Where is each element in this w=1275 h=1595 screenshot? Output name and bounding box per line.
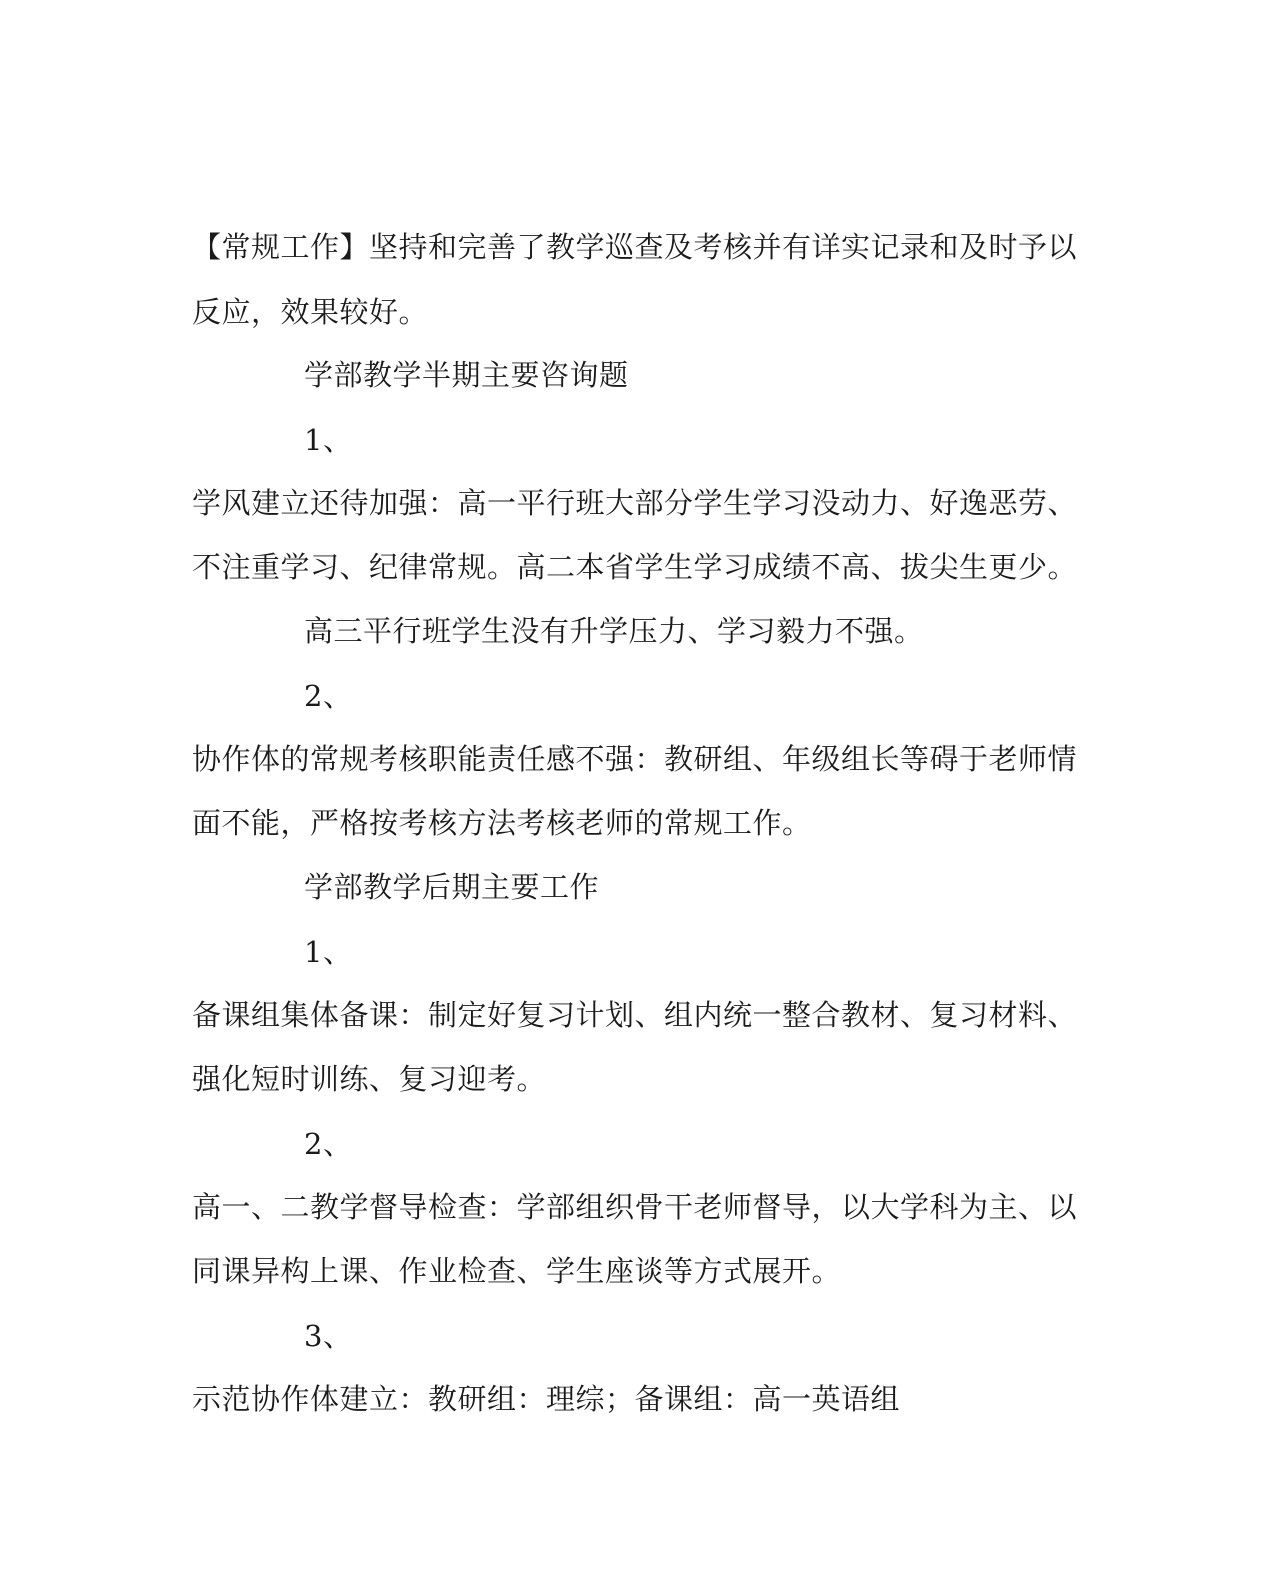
paragraph-assessment-line-2: 面不能，严格按考核方法考核老师的常规工作。 (192, 806, 812, 840)
paragraph-study-style-line-1: 学风建立还待加强：高一平行班大部分学生学习没动力、好逸恶劳、 (192, 486, 1078, 520)
section-heading-later-work: 学部教学后期主要工作 (304, 870, 600, 904)
list-number-3-later: 3、 (304, 1319, 353, 1353)
list-number-1-later: 1、 (304, 935, 353, 969)
paragraph-supervision-line-1: 高一、二教学督导检查：学部组织骨干老师督导，以大学科为主、以 (192, 1190, 1078, 1224)
paragraph-study-style-line-2: 不注重学习、纪律常规。高二本省学生学习成绩不高、拔尖生更少。 (192, 550, 1078, 584)
paragraph-assessment-line-1: 协作体的常规考核职能责任感不强：教研组、年级组长等碍于老师情 (192, 742, 1078, 776)
paragraph-lesson-prep-line-2: 强化短时训练、复习迎考。 (192, 1062, 547, 1096)
paragraph-lesson-prep-line-1: 备课组集体备课：制定好复习计划、组内统一整合教材、复习材料、 (192, 998, 1078, 1032)
paragraph-routine-work-line-1: 【常规工作】坚持和完善了教学巡查及考核并有详实记录和及时予以 (192, 230, 1078, 264)
paragraph-routine-work-line-2: 反应，效果较好。 (192, 295, 429, 329)
list-number-2: 2、 (304, 679, 353, 713)
list-number-2-later: 2、 (304, 1127, 353, 1161)
paragraph-supervision-line-2: 同课异构上课、作业检查、学生座谈等方式展开。 (192, 1254, 842, 1288)
paragraph-demo-group-line-1: 示范协作体建立：教研组：理综；备课组：高一英语组 (192, 1382, 901, 1416)
list-number-1: 1、 (304, 423, 353, 457)
section-heading-midterm-problems: 学部教学半期主要咨询题 (304, 358, 629, 392)
paragraph-study-style-line-3: 高三平行班学生没有升学压力、学习毅力不强。 (304, 614, 924, 648)
